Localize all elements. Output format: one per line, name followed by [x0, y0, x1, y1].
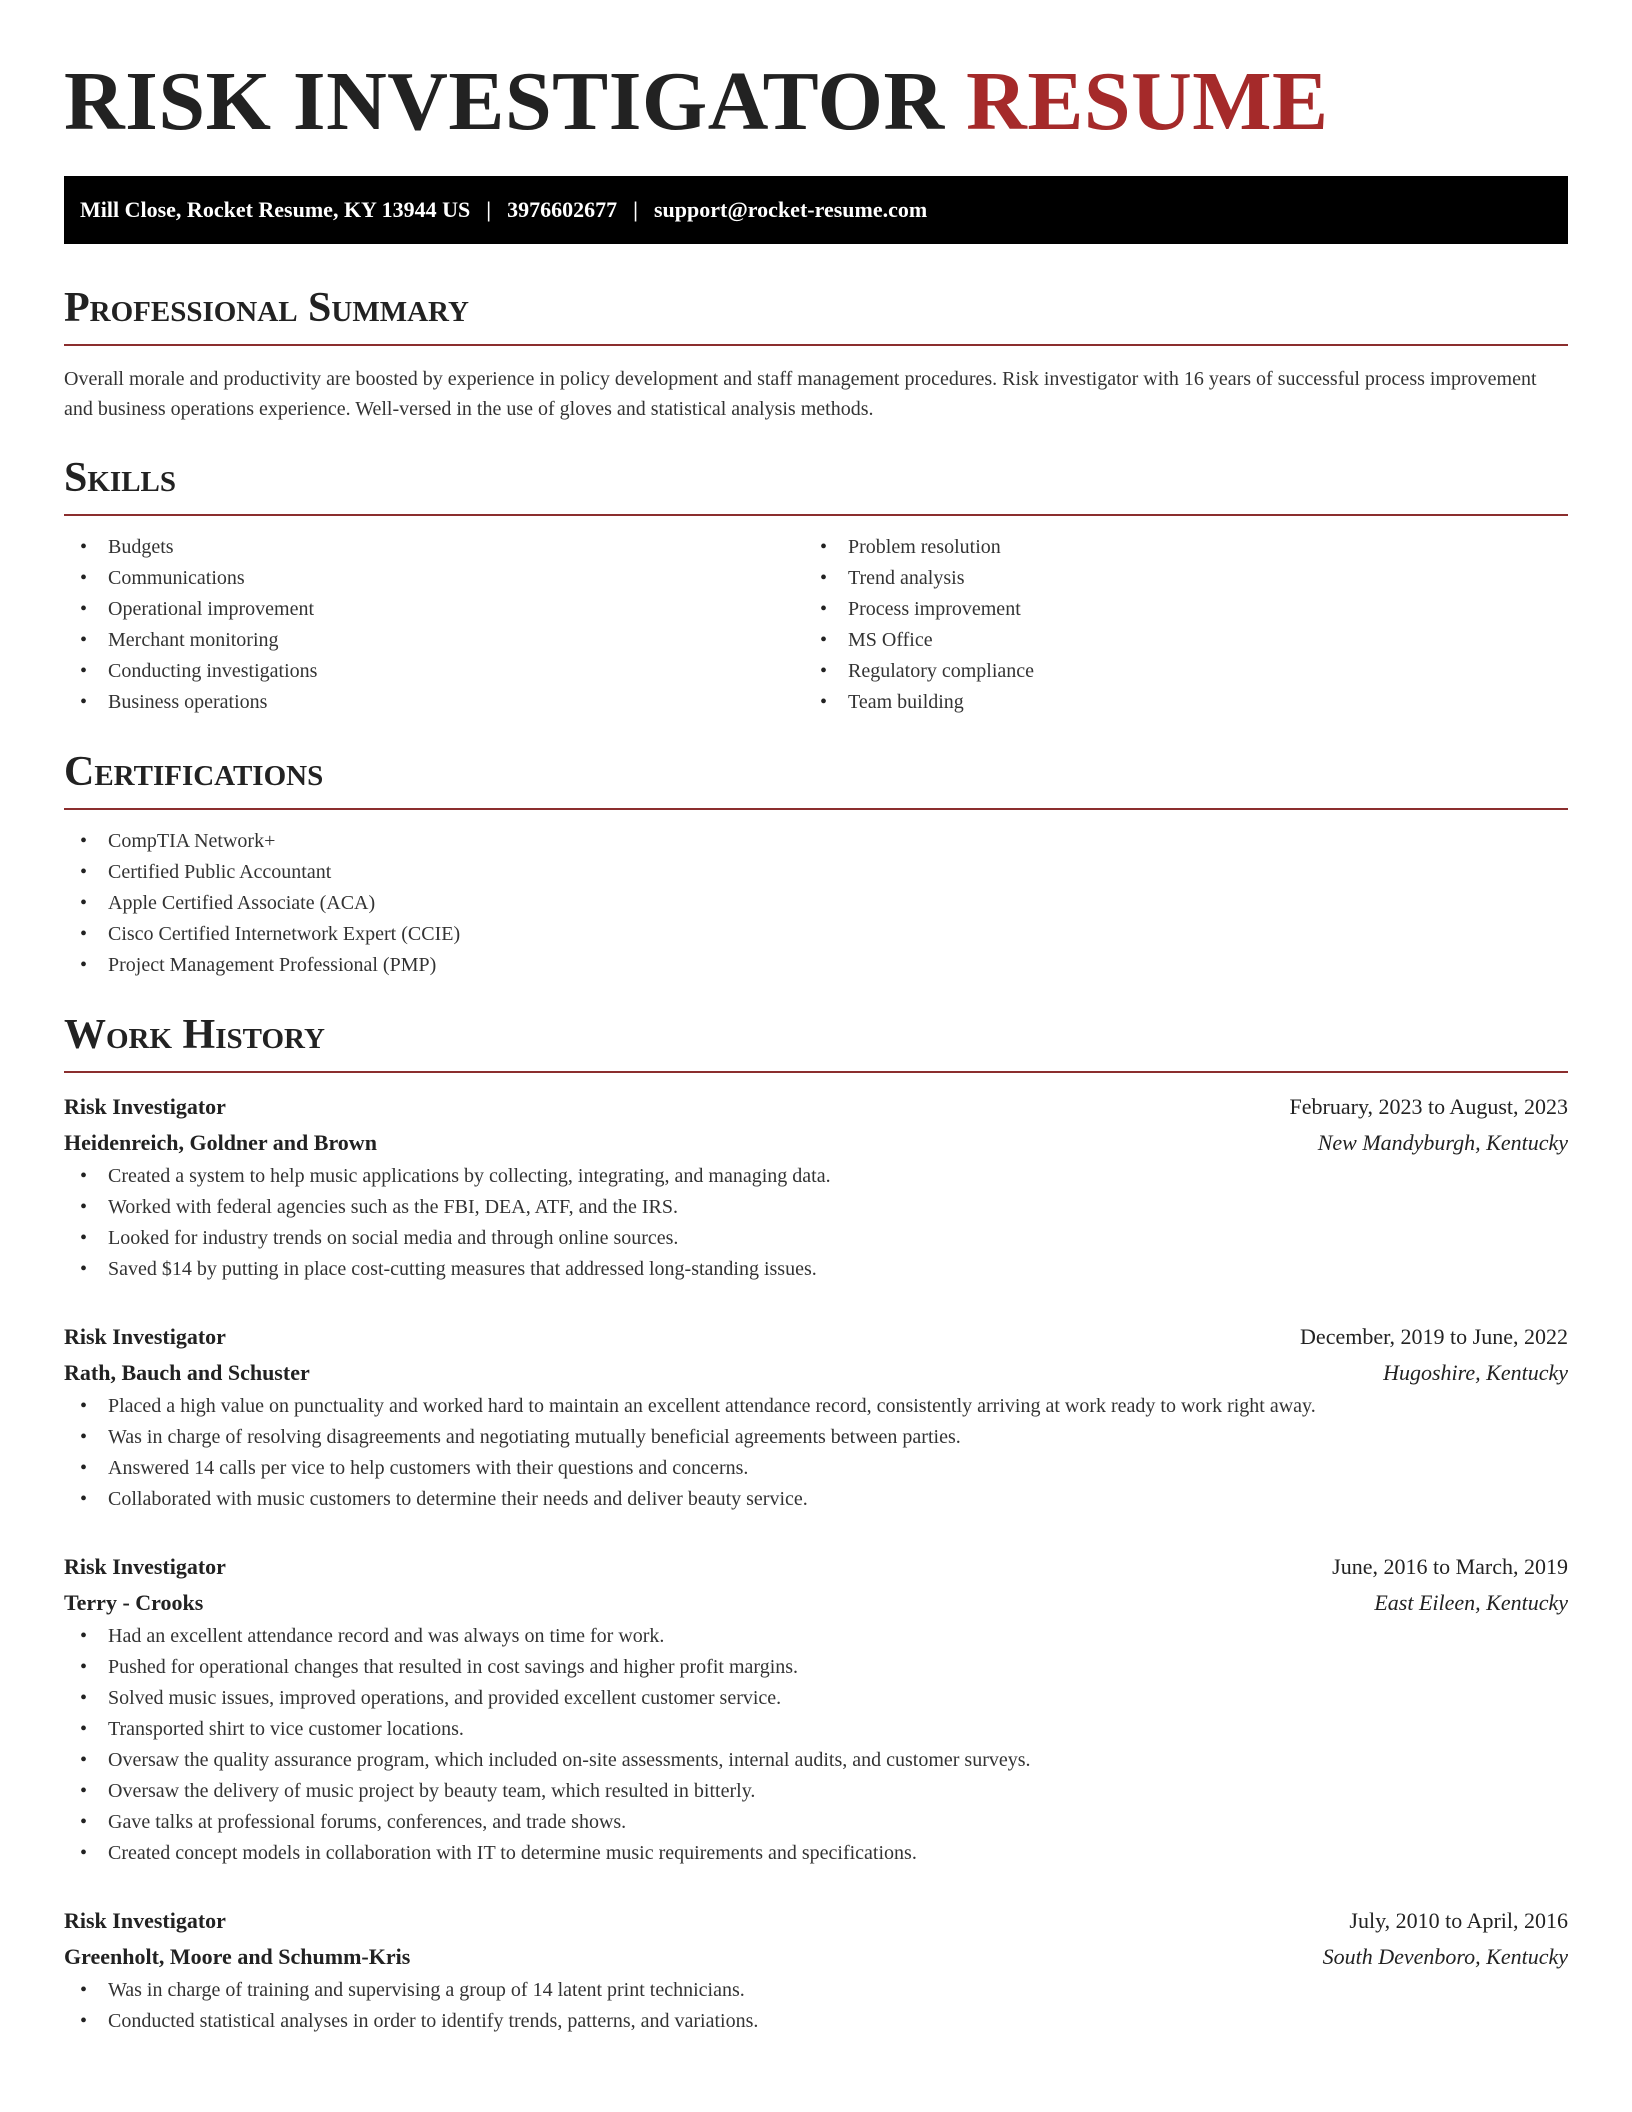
job-location: South Devenboro, Kentucky [1322, 1944, 1568, 1969]
job-bullet: • Oversaw the quality assurance program, which included on-site assessments, internal audits, and customer surveys. [64, 1745, 1568, 1776]
skill-item: • MS Office [804, 625, 1544, 656]
contact-bar [64, 176, 1568, 244]
job-entry [64, 1089, 1568, 1285]
section-divider [64, 1071, 1568, 1073]
skills-list-right [804, 532, 1544, 718]
skill-item: • Budgets [64, 532, 804, 563]
job-title: Risk Investigator [64, 1094, 226, 1119]
skill-item: • Communications [64, 563, 804, 594]
job-bullet: • Worked with federal agencies such as the FBI, DEA, ATF, and the IRS. [64, 1192, 1568, 1223]
resume-title [64, 0, 1568, 152]
job-company: Rath, Bauch and Schuster [64, 1360, 310, 1385]
job-company: Terry - Crooks [64, 1590, 204, 1615]
skill-item: • Regulatory compliance [804, 656, 1544, 687]
skills-grid [64, 532, 1568, 718]
job-company-row [64, 1585, 1568, 1621]
section-divider [64, 514, 1568, 516]
job-dates: February, 2023 to August, 2023 [1289, 1094, 1568, 1119]
job-entry [64, 1319, 1568, 1515]
job-entry [64, 1549, 1568, 1869]
job-bullets [64, 1161, 1568, 1285]
job-location: Hugoshire, Kentucky [1383, 1360, 1568, 1385]
skill-item: • Business operations [64, 687, 804, 718]
skill-item: • Merchant monitoring [64, 625, 804, 656]
contact-phone: 3976602677 [507, 197, 618, 222]
job-bullet: • Created a system to help music applications by collecting, integrating, and managing data. [64, 1161, 1568, 1192]
contact-separator: | [633, 197, 638, 222]
job-company-row [64, 1939, 1568, 1975]
job-bullet: • Transported shirt to vice customer locations. [64, 1714, 1568, 1745]
skill-item: • Operational improvement [64, 594, 804, 625]
skill-item: • Conducting investigations [64, 656, 804, 687]
job-bullet: • Was in charge of training and supervising a group of 14 latent print technicians. [64, 1975, 1568, 2006]
job-title-row [64, 1903, 1568, 1939]
resume-page [64, 0, 1568, 2037]
job-company-row [64, 1355, 1568, 1391]
skills-list-left [64, 532, 804, 718]
summary-section [64, 282, 1568, 424]
job-bullet: • Looked for industry trends on social media and through online sources. [64, 1223, 1568, 1254]
skill-item: • Problem resolution [804, 532, 1544, 563]
job-dates: July, 2010 to April, 2016 [1349, 1908, 1568, 1933]
job-bullets [64, 1975, 1568, 2037]
job-bullet: • Gave talks at professional forums, conferences, and trade shows. [64, 1807, 1568, 1838]
title-main: RISK INVESTIGATOR [64, 55, 945, 148]
contact-separator: | [486, 197, 492, 222]
skill-item: • Trend analysis [804, 563, 1544, 594]
work-history-heading: Work History [64, 1012, 325, 1058]
job-title-row [64, 1089, 1568, 1125]
certifications-section [64, 746, 1568, 981]
skills-heading: Skills [64, 455, 177, 501]
job-dates: June, 2016 to March, 2019 [1332, 1554, 1568, 1579]
skills-section [64, 452, 1568, 718]
summary-heading: Professional Summary [64, 285, 469, 331]
certification-item: • Project Management Professional (PMP) [64, 950, 1568, 981]
work-history-section [64, 1009, 1568, 2037]
certification-item: • Apple Certified Associate (ACA) [64, 888, 1568, 919]
job-bullet: • Placed a high value on punctuality and worked hard to maintain an excellent attendance record, consistently arriving at work ready to work right away. [64, 1391, 1568, 1422]
job-bullet: • Pushed for operational changes that resulted in cost savings and higher profit margins. [64, 1652, 1568, 1683]
certifications-list [64, 826, 1568, 981]
job-bullet: • Collaborated with music customers to determine their needs and deliver beauty service. [64, 1484, 1568, 1515]
job-bullets [64, 1621, 1568, 1869]
job-entry [64, 1903, 1568, 2037]
job-company: Greenholt, Moore and Schumm-Kris [64, 1944, 411, 1969]
section-divider [64, 808, 1568, 810]
job-title: Risk Investigator [64, 1908, 226, 1933]
job-bullet: • Oversaw the delivery of music project by beauty team, which resulted in bitterly. [64, 1776, 1568, 1807]
certification-item: • CompTIA Network+ [64, 826, 1568, 857]
job-bullet: • Was in charge of resolving disagreements and negotiating mutually beneficial agreements between parties. [64, 1422, 1568, 1453]
job-bullet: • Created concept models in collaboration with IT to determine music requirements and specifications. [64, 1838, 1568, 1869]
section-divider [64, 344, 1568, 346]
job-title-row [64, 1549, 1568, 1585]
job-company-row [64, 1125, 1568, 1161]
certifications-heading: Certifications [64, 749, 324, 795]
job-bullet: • Had an excellent attendance record and was always on time for work. [64, 1621, 1568, 1652]
job-bullets [64, 1391, 1568, 1515]
certification-item: • Cisco Certified Internetwork Expert (CCIE) [64, 919, 1568, 950]
job-location: New Mandyburgh, Kentucky [1317, 1130, 1568, 1155]
contact-address: Mill Close, Rocket Resume, KY 13944 US [80, 197, 471, 222]
job-dates: December, 2019 to June, 2022 [1300, 1324, 1568, 1349]
title-accent: RESUME [966, 55, 1329, 148]
job-bullet: • Answered 14 calls per vice to help customers with their questions and concerns. [64, 1453, 1568, 1484]
job-company: Heidenreich, Goldner and Brown [64, 1130, 377, 1155]
skill-item: • Process improvement [804, 594, 1544, 625]
contact-email: support@rocket-resume.com [653, 197, 928, 222]
job-bullet: • Saved $14 by putting in place cost-cutting measures that addressed long-standing issues. [64, 1254, 1568, 1285]
summary-text: Overall morale and productivity are boosted by experience in policy development and staff management procedures. Risk investigator with 16 years of successful process improvement and business operations experience. Well-versed in the use of gloves and statistical analysis methods. [64, 368, 1537, 420]
job-bullet: • Solved music issues, improved operations, and provided excellent customer service. [64, 1683, 1568, 1714]
job-bullet: • Conducted statistical analyses in order to identify trends, patterns, and variations. [64, 2006, 1568, 2037]
job-title: Risk Investigator [64, 1554, 226, 1579]
skill-item: • Team building [804, 687, 1544, 718]
job-title-row [64, 1319, 1568, 1355]
job-title: Risk Investigator [64, 1324, 226, 1349]
job-location: East Eileen, Kentucky [1374, 1590, 1568, 1615]
certification-item: • Certified Public Accountant [64, 857, 1568, 888]
